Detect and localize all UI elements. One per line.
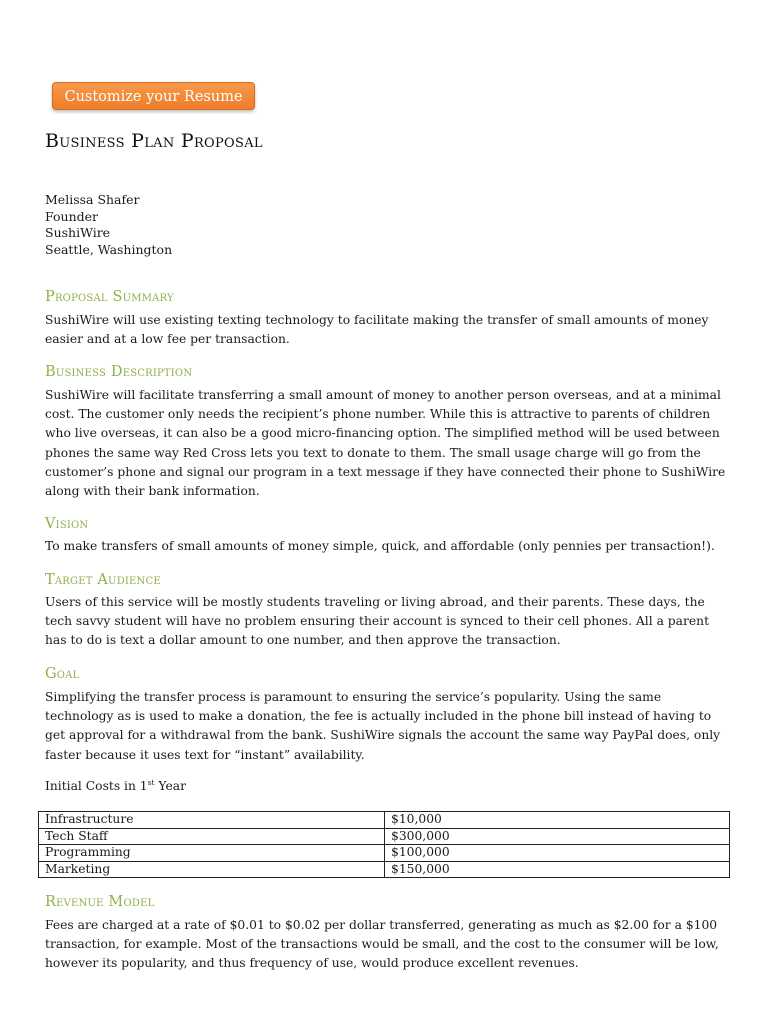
document-title: Business Plan Proposal [45,130,263,152]
customize-resume-button[interactable]: Customize your Resume [52,82,255,110]
proposal-summary-heading: Proposal Summary [45,289,174,305]
cost-amount: $150,000 [385,861,730,878]
vision-heading: Vision [45,516,89,532]
contact-name: Melissa Shafer [45,192,140,207]
table-row [39,861,730,878]
business-description-text: SushiWire will facilitate transferring a small amount of money to another person overseas, and at a minimal cost. The customer only needs the recipient’s phone number. While this is attractive to parents of children who live overseas, it can also be a good micro-financing option. The simplified method will be used between phones the same way Red Cross lets you text to donate to them. The small usage charge will go from the customer’s phone and signal our program in a text message if they have connected their phone to SushiWire along with their bank information. [45,388,726,499]
goal-text: Simplifying the transfer process is paramount to ensuring the service’s popularity. Using the same technology as is used to make a donation, the fee is actually included in the phone bill instead of having to get approval for a withdrawal from the bank. SushiWire signals the account the same way PayPal does, only faster because it uses text for “instant” availability. [45,690,721,762]
cost-amount: $100,000 [385,845,730,862]
cost-item: Marketing [39,861,385,878]
cost-amount: $10,000 [385,812,730,829]
cost-item: Infrastructure [39,812,385,829]
table-row [39,812,730,829]
business-description-heading: Business Description [45,364,193,380]
table-row [39,828,730,845]
initial-costs-label: Initial Costs in 1st Year [45,778,186,794]
target-audience-text: Users of this service will be mostly students traveling or living abroad, and their parents. These days, the tech savvy student will have no problem ensuring their account is synced to their cell phones. All a parent has to do is text a dollar amount to one number, and then approve the transaction. [45,595,710,648]
cost-amount: $300,000 [385,828,730,845]
cost-item: Programming [39,845,385,862]
revenue-model-heading: Revenue Model [45,894,155,910]
contact-company: SushiWire [45,225,111,241]
contact-location: Seattle, Washington [45,241,173,257]
contact-role: Founder [45,208,98,224]
revenue-model-text: Fees are charged at a rate of $0.01 to $0.02 per dollar transferred, generating as much as $2.00 for a $100 transaction, for example. Most of the transactions would be small, and the cost to the consumer will be low, however its popularity, and thus frequency of use, would produce excellent revenues. [45,918,719,971]
contact-block [45,192,172,258]
cost-item: Tech Staff [39,828,385,845]
proposal-summary-text: SushiWire will use existing texting technology to facilitate making the transfer of small amounts of money easier and at a low fee per transaction. [45,313,709,347]
initial-costs-table [38,811,730,878]
table-row [39,845,730,862]
goal-heading: Goal [45,666,80,682]
target-audience-heading: Target Audience [45,572,161,588]
vision-text: To make transfers of small amounts of money simple, quick, and affordable (only pennies per transaction!). [45,539,715,553]
